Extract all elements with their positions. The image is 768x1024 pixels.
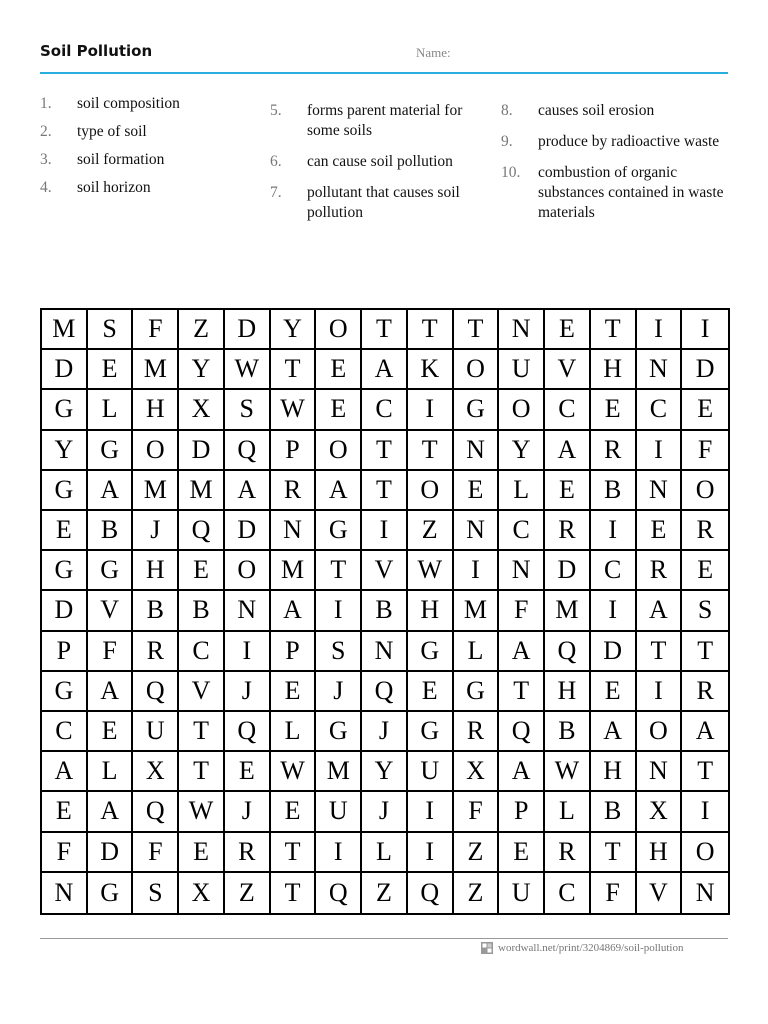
grid-cell: A (682, 712, 728, 752)
grid-cell: T (408, 310, 454, 350)
grid-cell: C (591, 551, 637, 591)
grid-cell: A (545, 431, 591, 471)
grid-cell: G (454, 672, 500, 712)
grid-cell: B (591, 792, 637, 832)
grid-cell: E (637, 511, 683, 551)
clue-number: 1. (40, 95, 52, 112)
grid-cell: R (682, 672, 728, 712)
grid-cell: U (408, 752, 454, 792)
grid-cell: T (591, 833, 637, 873)
grid-cell: M (133, 350, 179, 390)
clue-number: 8. (501, 102, 513, 119)
grid-cell: M (179, 471, 225, 511)
grid-cell: G (88, 873, 134, 913)
grid-cell: J (362, 792, 408, 832)
grid-cell: V (179, 672, 225, 712)
grid-cell: G (316, 712, 362, 752)
grid-cell: B (133, 591, 179, 631)
grid-cell: A (591, 712, 637, 752)
grid-cell: Y (179, 350, 225, 390)
grid-cell: I (637, 310, 683, 350)
grid-cell: M (133, 471, 179, 511)
grid-cell: W (225, 350, 271, 390)
grid-cell: E (88, 712, 134, 752)
grid-cell: N (454, 511, 500, 551)
grid-cell: W (271, 752, 317, 792)
grid-cell: B (591, 471, 637, 511)
footer (481, 942, 683, 954)
grid-cell: O (133, 431, 179, 471)
clue-item (40, 94, 250, 114)
grid-cell: Y (499, 431, 545, 471)
grid-cell: G (42, 672, 88, 712)
grid-cell: O (682, 833, 728, 873)
grid-cell: I (225, 632, 271, 672)
grid-cell: I (682, 310, 728, 350)
grid-cell: I (408, 833, 454, 873)
grid-cell: E (316, 350, 362, 390)
grid-cell: R (545, 511, 591, 551)
grid-cell: U (499, 350, 545, 390)
grid-cell: E (179, 833, 225, 873)
grid-cell: N (271, 511, 317, 551)
clue-item (501, 163, 731, 223)
wordwall-logo-icon (481, 942, 493, 954)
grid-cell: J (316, 672, 362, 712)
clue-number: 7. (270, 184, 282, 201)
grid-cell: C (545, 390, 591, 430)
grid-cell: L (88, 752, 134, 792)
grid-cell: B (545, 712, 591, 752)
grid-cell: V (362, 551, 408, 591)
grid-cell: A (225, 471, 271, 511)
grid-cell: X (179, 390, 225, 430)
grid-cell: D (682, 350, 728, 390)
clue-item (270, 183, 490, 223)
grid-cell: S (133, 873, 179, 913)
grid-cell: Z (454, 873, 500, 913)
grid-cell: A (88, 672, 134, 712)
grid-cell: Y (362, 752, 408, 792)
grid-cell: O (682, 471, 728, 511)
clue-number: 4. (40, 179, 52, 196)
grid-cell: P (271, 431, 317, 471)
clue-item (270, 101, 490, 141)
grid-cell: Z (362, 873, 408, 913)
clue-text: soil formation (77, 151, 165, 168)
grid-cell: L (271, 712, 317, 752)
grid-cell: Z (225, 873, 271, 913)
clue-text: pollutant that causes soil pollution (307, 184, 460, 221)
clue-text: soil composition (77, 95, 180, 112)
clue-column-3 (501, 101, 731, 234)
clue-text: soil horizon (77, 179, 151, 196)
grid-cell: G (42, 471, 88, 511)
grid-cell: L (88, 390, 134, 430)
footer-divider (40, 938, 728, 939)
clue-text: type of soil (77, 123, 147, 140)
grid-cell: S (225, 390, 271, 430)
grid-cell: M (316, 752, 362, 792)
grid-cell: M (545, 591, 591, 631)
grid-cell: L (499, 471, 545, 511)
grid-cell: G (42, 390, 88, 430)
clue-column-2 (270, 101, 490, 234)
grid-cell: L (545, 792, 591, 832)
grid-cell: N (42, 873, 88, 913)
grid-cell: O (408, 471, 454, 511)
grid-cell: J (133, 511, 179, 551)
grid-cell: F (88, 632, 134, 672)
grid-cell: O (637, 712, 683, 752)
grid-cell: A (499, 632, 545, 672)
grid-cell: I (316, 591, 362, 631)
clue-item (501, 101, 731, 121)
grid-cell: I (637, 431, 683, 471)
grid-cell: A (499, 752, 545, 792)
grid-cell: S (682, 591, 728, 631)
clue-text: causes soil erosion (538, 102, 655, 119)
grid-cell: S (316, 632, 362, 672)
grid-cell: O (499, 390, 545, 430)
grid-cell: E (454, 471, 500, 511)
grid-cell: R (591, 431, 637, 471)
grid-cell: I (362, 511, 408, 551)
grid-cell: C (499, 511, 545, 551)
grid-cell: W (179, 792, 225, 832)
word-search-grid (40, 308, 730, 915)
header-divider (40, 72, 728, 74)
grid-cell: X (454, 752, 500, 792)
clue-item (270, 152, 490, 172)
grid-cell: I (454, 551, 500, 591)
grid-cell: H (133, 390, 179, 430)
grid-cell: R (454, 712, 500, 752)
grid-cell: N (637, 350, 683, 390)
grid-cell: T (179, 712, 225, 752)
grid-cell: A (88, 471, 134, 511)
grid-cell: E (682, 390, 728, 430)
clue-column-1 (40, 94, 250, 206)
grid-cell: V (545, 350, 591, 390)
grid-cell: Q (225, 431, 271, 471)
grid-cell: F (591, 873, 637, 913)
grid-cell: M (42, 310, 88, 350)
grid-cell: R (545, 833, 591, 873)
grid-cell: R (637, 551, 683, 591)
grid-cell: Q (499, 712, 545, 752)
grid-cell: T (682, 752, 728, 792)
grid-cell: N (362, 632, 408, 672)
grid-cell: R (225, 833, 271, 873)
grid-cell: E (271, 792, 317, 832)
clue-number: 3. (40, 151, 52, 168)
grid-cell: F (454, 792, 500, 832)
grid-cell: N (499, 310, 545, 350)
grid-cell: G (88, 551, 134, 591)
grid-cell: N (637, 752, 683, 792)
grid-cell: D (225, 511, 271, 551)
clue-number: 5. (270, 102, 282, 119)
grid-cell: C (362, 390, 408, 430)
grid-cell: E (408, 672, 454, 712)
grid-cell: I (637, 672, 683, 712)
grid-cell: T (179, 752, 225, 792)
grid-cell: H (591, 752, 637, 792)
grid-cell: K (408, 350, 454, 390)
grid-cell: E (591, 390, 637, 430)
grid-cell: Z (454, 833, 500, 873)
clue-item (40, 122, 250, 142)
grid-cell: D (225, 310, 271, 350)
grid-cell: C (545, 873, 591, 913)
grid-cell: A (88, 792, 134, 832)
grid-cell: Q (316, 873, 362, 913)
grid-cell: L (362, 833, 408, 873)
grid-cell: A (637, 591, 683, 631)
grid-cell: T (316, 551, 362, 591)
grid-cell: M (454, 591, 500, 631)
grid-cell: E (225, 752, 271, 792)
grid-cell: G (88, 431, 134, 471)
grid-cell: F (499, 591, 545, 631)
grid-cell: I (591, 591, 637, 631)
grid-cell: E (499, 833, 545, 873)
grid-cell: J (225, 792, 271, 832)
grid-cell: C (42, 712, 88, 752)
grid-cell: B (179, 591, 225, 631)
grid-cell: T (637, 632, 683, 672)
grid-cell: L (454, 632, 500, 672)
grid-cell: N (637, 471, 683, 511)
grid-cell: A (271, 591, 317, 631)
grid-cell: C (179, 632, 225, 672)
grid-cell: H (408, 591, 454, 631)
grid-cell: D (591, 632, 637, 672)
grid-cell: P (42, 632, 88, 672)
grid-cell: I (316, 833, 362, 873)
grid-cell: D (42, 591, 88, 631)
grid-cell: P (271, 632, 317, 672)
grid-cell: R (133, 632, 179, 672)
grid-cell: U (133, 712, 179, 752)
grid-cell: H (545, 672, 591, 712)
grid-cell: G (316, 511, 362, 551)
grid-cell: G (408, 712, 454, 752)
grid-cell: R (682, 511, 728, 551)
grid-cell: H (591, 350, 637, 390)
grid-cell: J (362, 712, 408, 752)
grid-cell: T (271, 873, 317, 913)
grid-cell: X (179, 873, 225, 913)
clue-number: 10. (501, 164, 521, 181)
footer-url: wordwall.net/print/3204869/soil-pollution (498, 942, 684, 954)
grid-cell: E (42, 792, 88, 832)
name-label: Name: (416, 45, 451, 60)
grid-cell: E (545, 471, 591, 511)
grid-cell: Q (133, 792, 179, 832)
grid-cell: R (271, 471, 317, 511)
grid-cell: V (637, 873, 683, 913)
grid-cell: S (88, 310, 134, 350)
grid-cell: A (42, 752, 88, 792)
grid-cell: U (316, 792, 362, 832)
grid-cell: O (454, 350, 500, 390)
grid-cell: Z (179, 310, 225, 350)
grid-cell: P (499, 792, 545, 832)
clue-item (40, 178, 250, 198)
grid-cell: B (88, 511, 134, 551)
grid-cell: E (591, 672, 637, 712)
grid-cell: Q (133, 672, 179, 712)
grid-cell: V (88, 591, 134, 631)
grid-cell: T (362, 471, 408, 511)
grid-cell: J (225, 672, 271, 712)
grid-cell: O (225, 551, 271, 591)
grid-cell: T (454, 310, 500, 350)
grid-cell: Q (408, 873, 454, 913)
grid-cell: N (454, 431, 500, 471)
grid-cell: A (316, 471, 362, 511)
grid-cell: T (499, 672, 545, 712)
grid-cell: T (271, 833, 317, 873)
grid-cell: E (42, 511, 88, 551)
grid-cell: N (499, 551, 545, 591)
grid-cell: W (408, 551, 454, 591)
grid-cell: G (408, 632, 454, 672)
clue-item (501, 132, 731, 152)
grid-cell: Y (271, 310, 317, 350)
grid-cell: Q (362, 672, 408, 712)
grid-cell: I (408, 390, 454, 430)
grid-cell: D (88, 833, 134, 873)
grid-cell: N (225, 591, 271, 631)
grid-cell: Q (545, 632, 591, 672)
grid-cell: A (362, 350, 408, 390)
grid-cell: I (408, 792, 454, 832)
clue-number: 9. (501, 133, 513, 150)
grid-cell: X (637, 792, 683, 832)
grid-cell: I (591, 511, 637, 551)
page-title: Soil Pollution (40, 42, 153, 60)
grid-cell: T (271, 350, 317, 390)
grid-cell: T (682, 632, 728, 672)
grid-cell: C (637, 390, 683, 430)
grid-cell: W (271, 390, 317, 430)
clue-number: 6. (270, 153, 282, 170)
grid-cell: G (454, 390, 500, 430)
grid-cell: E (88, 350, 134, 390)
clue-text: combustion of organic substances contained in waste materials (538, 164, 724, 221)
grid-cell: E (316, 390, 362, 430)
grid-cell: T (408, 431, 454, 471)
grid-cell: F (682, 431, 728, 471)
grid-cell: D (545, 551, 591, 591)
grid-cell: T (362, 310, 408, 350)
clue-number: 2. (40, 123, 52, 140)
grid-cell: Q (225, 712, 271, 752)
clue-text: can cause soil pollution (307, 153, 453, 170)
grid-cell: Y (42, 431, 88, 471)
grid-cell: Z (408, 511, 454, 551)
grid-cell: O (316, 431, 362, 471)
grid-cell: O (316, 310, 362, 350)
grid-cell: F (133, 310, 179, 350)
grid-cell: E (682, 551, 728, 591)
grid-cell: F (133, 833, 179, 873)
grid-cell: X (133, 752, 179, 792)
grid-cell: W (545, 752, 591, 792)
grid-cell: Q (179, 511, 225, 551)
grid-cell: H (637, 833, 683, 873)
grid-cell: D (179, 431, 225, 471)
grid-cell: D (42, 350, 88, 390)
clue-item (40, 150, 250, 170)
grid-cell: B (362, 591, 408, 631)
grid-cell: G (42, 551, 88, 591)
grid-cell: F (42, 833, 88, 873)
grid-cell: T (591, 310, 637, 350)
grid-cell: E (179, 551, 225, 591)
grid-cell: E (545, 310, 591, 350)
grid-cell: U (499, 873, 545, 913)
grid-cell: E (271, 672, 317, 712)
grid-cell: T (362, 431, 408, 471)
grid-cell: M (271, 551, 317, 591)
grid-cell: I (682, 792, 728, 832)
clue-text: forms parent material for some soils (307, 102, 463, 139)
clue-text: produce by radioactive waste (538, 133, 720, 150)
grid-cell: H (133, 551, 179, 591)
grid-cell: N (695, 877, 715, 907)
